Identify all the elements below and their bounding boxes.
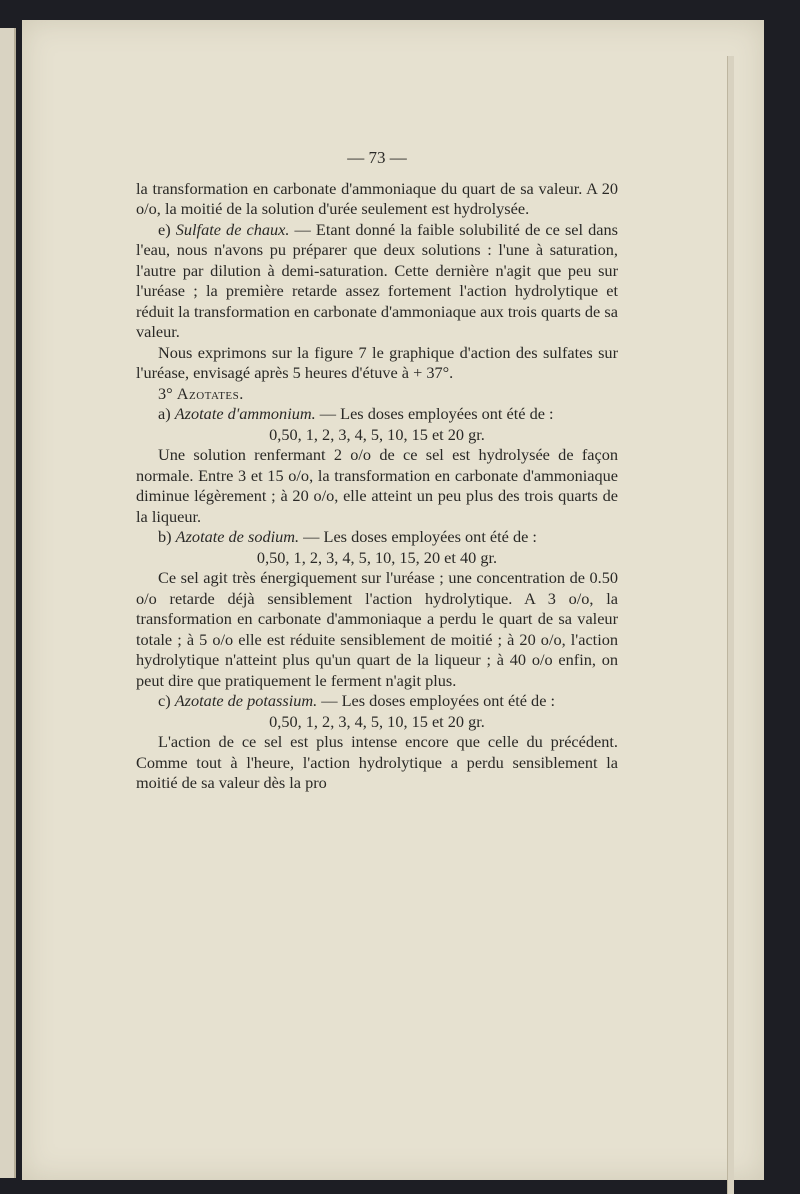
dose-list: 0,50, 1, 2, 3, 4, 5, 10, 15, 20 et 40 gr. bbox=[256, 547, 498, 567]
book-page bbox=[22, 20, 764, 1180]
dose-list: 0,50, 1, 2, 3, 4, 5, 10, 15 et 20 gr. bbox=[269, 424, 485, 444]
page-stack-edge bbox=[727, 56, 734, 1194]
item-title: Azotate de potassium. bbox=[174, 691, 318, 710]
page-number: — 73 — bbox=[347, 148, 407, 167]
item-text: — Les doses employées ont été de : bbox=[317, 691, 556, 710]
paragraph-azotate-ammonium bbox=[136, 404, 618, 425]
item-text: — Les doses employées ont été de : bbox=[299, 527, 537, 546]
paragraph-continuation: la transformation en carbonate d'ammoniaque du quart de sa valeur. A 20 o/o, la moitié de la solution d'urée seulement est hydrolysée. bbox=[136, 178, 618, 218]
paragraph-figure-reference: Nous exprimons sur la figure 7 le graphique d'action des sulfates sur l'uréase, envisagé après 5 heures d'étuve à + 37°. bbox=[136, 342, 618, 382]
item-label: e) bbox=[158, 219, 171, 239]
page-text bbox=[136, 34, 618, 794]
section-number: 3° bbox=[158, 383, 173, 403]
item-label: a) bbox=[158, 404, 171, 423]
item-text: — Etant donné la faible solubilité de ce sel dans l'eau, nous n'avons pu préparer que deux solutions : l'une à saturation, l'autre par dilution à demi-saturation. Cette dernière n'agit que peu sur l'uréase ; la première retarde assez fortement l'action hydrolytique et réduit la transformation en carbonate d'ammoniaque aux trois quarts de sa valeur. bbox=[136, 219, 618, 341]
paragraph-body: L'action de ce sel est plus intense encore que celle du précédent. Comme tout à l'heure, l'action hydrolytique a perdu sensiblement la moitié de sa valeur dès la pro bbox=[136, 732, 618, 792]
item-label: b) bbox=[158, 527, 172, 546]
item-title: Azotate d'ammonium. bbox=[174, 404, 316, 423]
section-title: Azotates. bbox=[176, 383, 244, 403]
paragraph-azotate-potassium bbox=[136, 691, 618, 712]
paragraph-body: Ce sel agit très énergiquement sur l'uréase ; une concentration de 0.50 o/o retarde déjà sensiblement l'action hydrolytique. A 3 o/o, la transformation en carbonate d'ammoniaque a perdu le quart de sa valeur totale ; à 5 o/o elle est réduite sensiblement de moitié ; à 20 o/o, l'action hydrolytique n'atteint plus qu'un quart de la liqueur ; à 40 o/o enfin, on peut dire que pratiquement le ferment n'agit plus. bbox=[136, 568, 618, 690]
paragraph-body: Une solution renfermant 2 o/o de ce sel est hydrolysée de façon normale. Entre 3 et 15 o/o, la transformation en carbonate d'ammoniaque diminue légèrement ; à 20 o/o, elle atteint un peu plus des trois quarts de la liqueur. bbox=[136, 445, 618, 526]
previous-page-edge bbox=[0, 28, 16, 1178]
paragraph-azotate-sodium bbox=[136, 527, 618, 548]
section-heading bbox=[136, 384, 618, 405]
item-label: c) bbox=[158, 691, 171, 710]
dose-list: 0,50, 1, 2, 3, 4, 5, 10, 15 et 20 gr. bbox=[269, 711, 485, 731]
item-title: Sulfate de chaux. bbox=[175, 219, 290, 239]
item-text: — Les doses employées ont été de : bbox=[315, 404, 554, 423]
paragraph-sulfate-de-chaux bbox=[136, 220, 618, 343]
item-title: Azotate de sodium. bbox=[175, 527, 300, 546]
